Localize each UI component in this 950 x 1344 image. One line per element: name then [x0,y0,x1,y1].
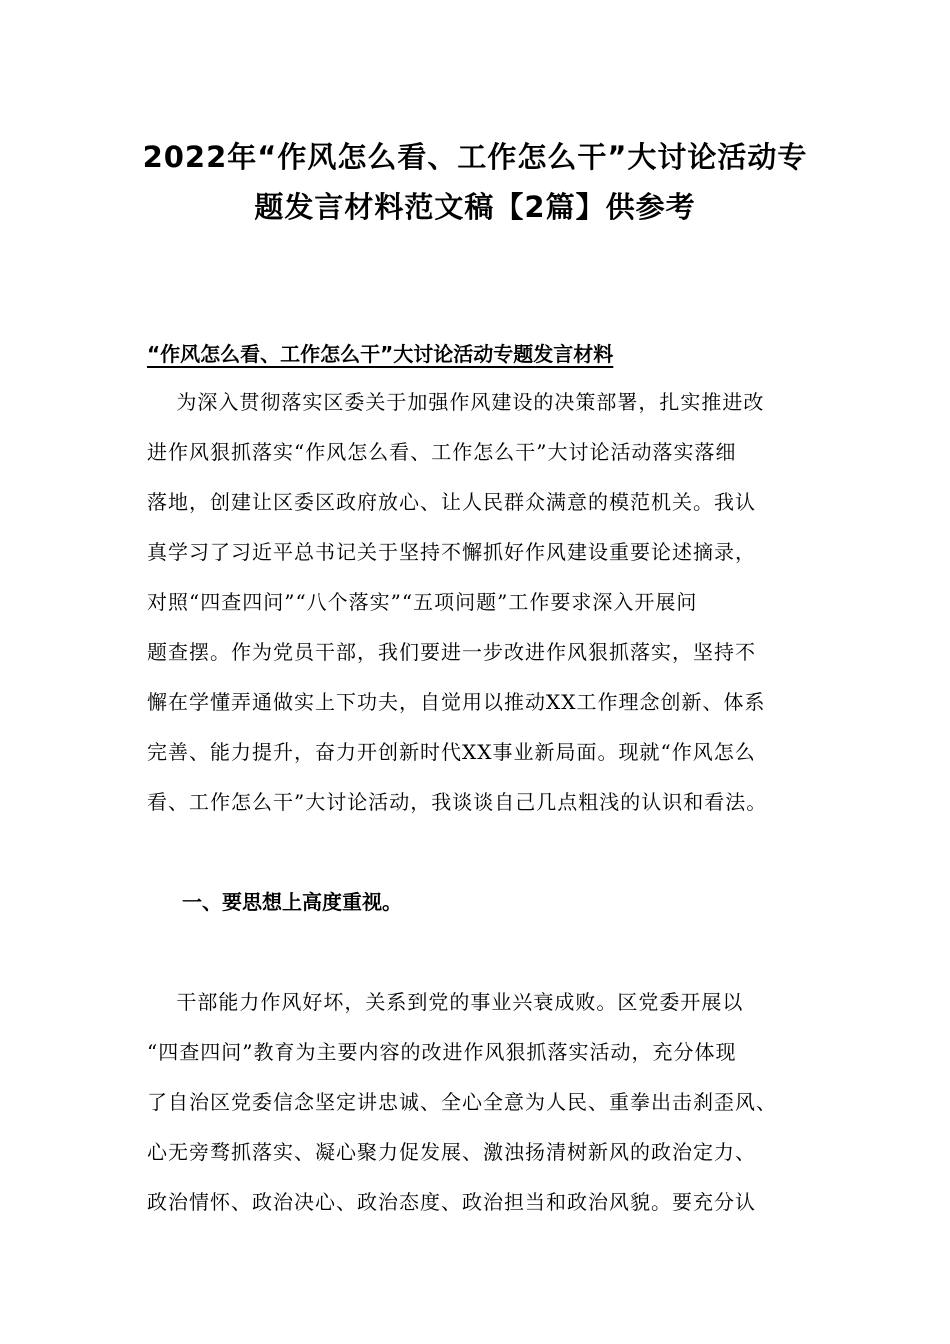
paragraph-line: 了自治区党委信念坚定讲忠诚、全心全意为人民、重拳出击刹歪风、 [147,1090,777,1114]
paragraph-line: 落地，创建让区委区政府放心、让人民群众满意的模范机关。我认 [147,490,756,514]
paragraph-line: 进作风狠抓落实“作风怎么看、工作怎么干”大讨论活动落实落细 [147,440,737,464]
paragraph-line: 看、工作怎么干”大讨论活动，我谈谈自己几点粗浅的认识和看法。 [147,790,768,814]
paragraph-line: 懈在学懂弄通做实上下功夫，自觉用以推动XX工作理念创新、体系 [147,690,766,714]
paragraph-line: 真学习了习近平总书记关于坚持不懈抓好作风建设重要论述摘录， [147,540,756,564]
paragraph-line: 题查摆。作为党员干部，我们要进一步改进作风狠抓落实，坚持不 [147,640,756,664]
paragraph-line: 完善、能力提升，奋力开创新时代XX事业新局面。现就“作风怎么 [147,740,756,764]
section-heading-1: 一、要思想上高度重视。 [182,890,402,914]
paragraph-line: 心无旁骛抓落实、凝心聚力促发展、激浊扬清树新风的政治定力、 [147,1140,756,1164]
document-title-line-1: 2022年“作风怎么看、工作怎么干”大讨论活动专 [142,140,808,174]
paragraph-line: 政治情怀、政治决心、政治态度、政治担当和政治风貌。要充分认 [147,1190,756,1214]
paragraph-line: 干部能力作风好坏，关系到党的事业兴衰成败。区党委开展以 [147,990,744,1014]
paragraph-line: 为深入贯彻落实区委关于加强作风建设的决策部署，扎实推进改 [147,390,765,414]
paragraph-line: 对照“四查四问”“八个落实”“五项问题”工作要求深入开展问 [147,590,698,614]
document-title-line-2: 题发言材料范文稿【2篇】供参考 [254,190,696,224]
paragraph-line: “四查四问”教育为主要内容的改进作风狠抓落实活动，充分体现 [147,1040,737,1064]
section-subheading: “作风怎么看、工作怎么干”大讨论活动专题发言材料 [147,342,614,366]
